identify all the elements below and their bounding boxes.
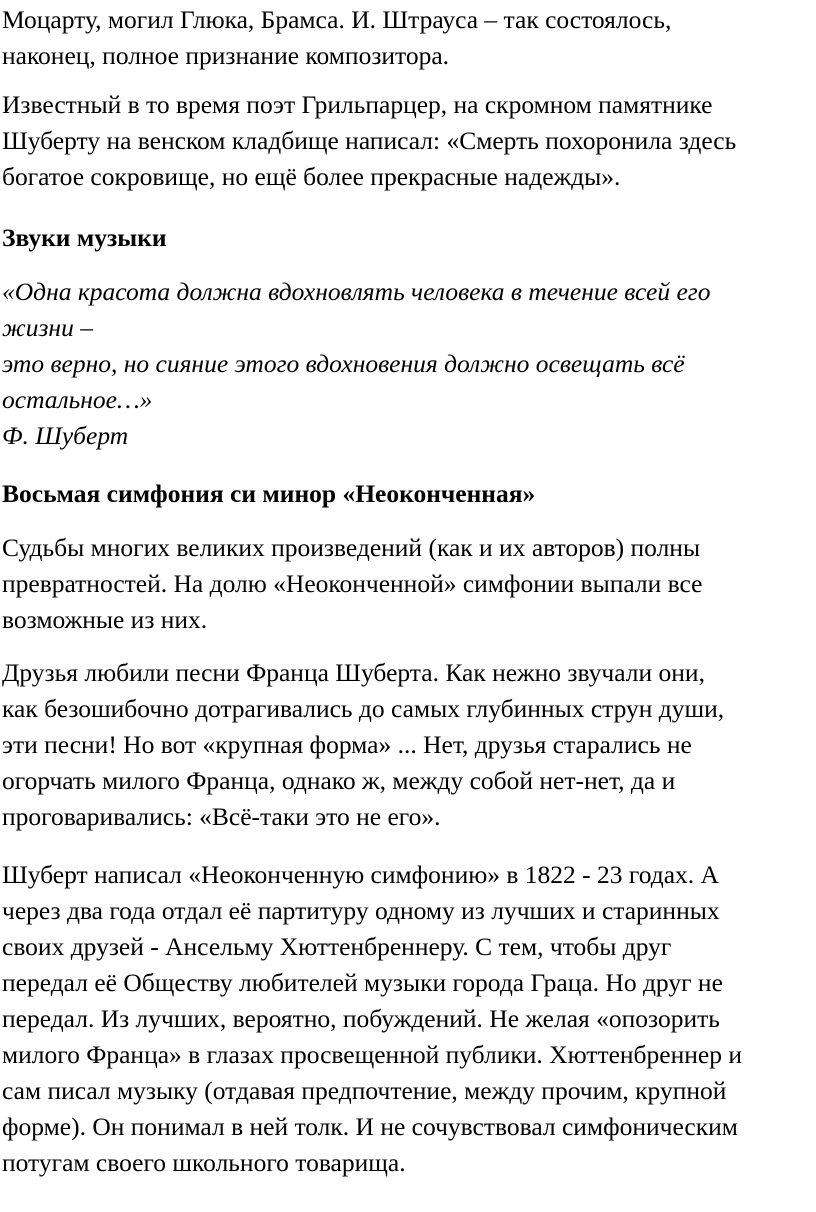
text-line: передал. Из лучших, вероятно, побуждений. Не желая «опозорить bbox=[2, 1004, 720, 1033]
section-heading-sounds-of-music: Звуки музыки bbox=[2, 223, 167, 252]
paragraph-friends bbox=[2, 655, 814, 835]
text-line: Моцарту, могил Глюка, Брамса. И. Штрауса – так состоялось, bbox=[2, 5, 672, 34]
paragraph-unfinished-symphony bbox=[2, 857, 814, 1181]
quote-line: остальное…» bbox=[2, 385, 153, 414]
paragraph-fates bbox=[2, 530, 814, 638]
text-line: Шуберт написал «Неоконченную симфонию» в 1822 - 23 годах. А bbox=[2, 860, 719, 889]
quote-line: жизни – bbox=[2, 313, 93, 342]
quote-author: Ф. Шуберт bbox=[2, 421, 129, 450]
text-line: своих друзей - Ансельму Хюттенбреннеру. С тем, чтобы друг bbox=[2, 932, 672, 961]
text-line: форме). Он понимал в ней толк. И не сочувствовал симфоническим bbox=[2, 1112, 738, 1141]
text-line: Шуберту на венском кладбище написал: «Смерть похоронила здесь bbox=[2, 126, 737, 155]
text-line: потугам своего школьного товарища. bbox=[2, 1148, 406, 1177]
epigraph-quote bbox=[2, 274, 814, 454]
text-line: передал её Обществу любителей музыки города Граца. Но друг не bbox=[2, 968, 723, 997]
section-heading-eighth-symphony: Восьмая симфония си минор «Неоконченная» bbox=[2, 479, 536, 508]
text-line: милого Франца» в глазах просвещенной публики. Хюттенбреннер и bbox=[2, 1040, 742, 1069]
text-line: богатое сокровище, но ещё более прекрасные надежды». bbox=[2, 162, 621, 191]
text-line: через два года отдал её партитуру одному из лучших и старинных bbox=[2, 896, 720, 925]
text-line: эти песни! Но вот «крупная форма» ... Нет, друзья старались не bbox=[2, 730, 692, 759]
text-line: Известный в то время поэт Грильпарцер, на скромном памятнике bbox=[2, 90, 713, 119]
paragraph-recognition bbox=[2, 2, 814, 74]
text-line: сам писал музыку (отдавая предпочтение, между прочим, крупной bbox=[2, 1076, 727, 1105]
quote-line: «Одна красота должна вдохновлять человека в течение всей его bbox=[2, 277, 711, 306]
text-line: Друзья любили песни Франца Шуберта. Как нежно звучали они, bbox=[2, 658, 705, 687]
text-line: наконец, полное признание композитора. bbox=[2, 41, 450, 70]
text-line: Судьбы многих великих произведений (как и их авторов) полны bbox=[2, 533, 701, 562]
text-line: проговаривались: «Всё-таки это не его». bbox=[2, 802, 441, 831]
text-line: возможные из них. bbox=[2, 605, 208, 634]
paragraph-grillparzer bbox=[2, 87, 814, 195]
text-line: как безошибочно дотрагивались до самых глубинных струн души, bbox=[2, 694, 725, 723]
text-line: превратностей. На долю «Неоконченной» симфонии выпали все bbox=[2, 569, 703, 598]
quote-line: это верно, но сияние этого вдохновения должно освещать всё bbox=[2, 349, 685, 378]
text-line: огорчать милого Франца, однако ж, между собой нет-нет, да и bbox=[2, 766, 676, 795]
